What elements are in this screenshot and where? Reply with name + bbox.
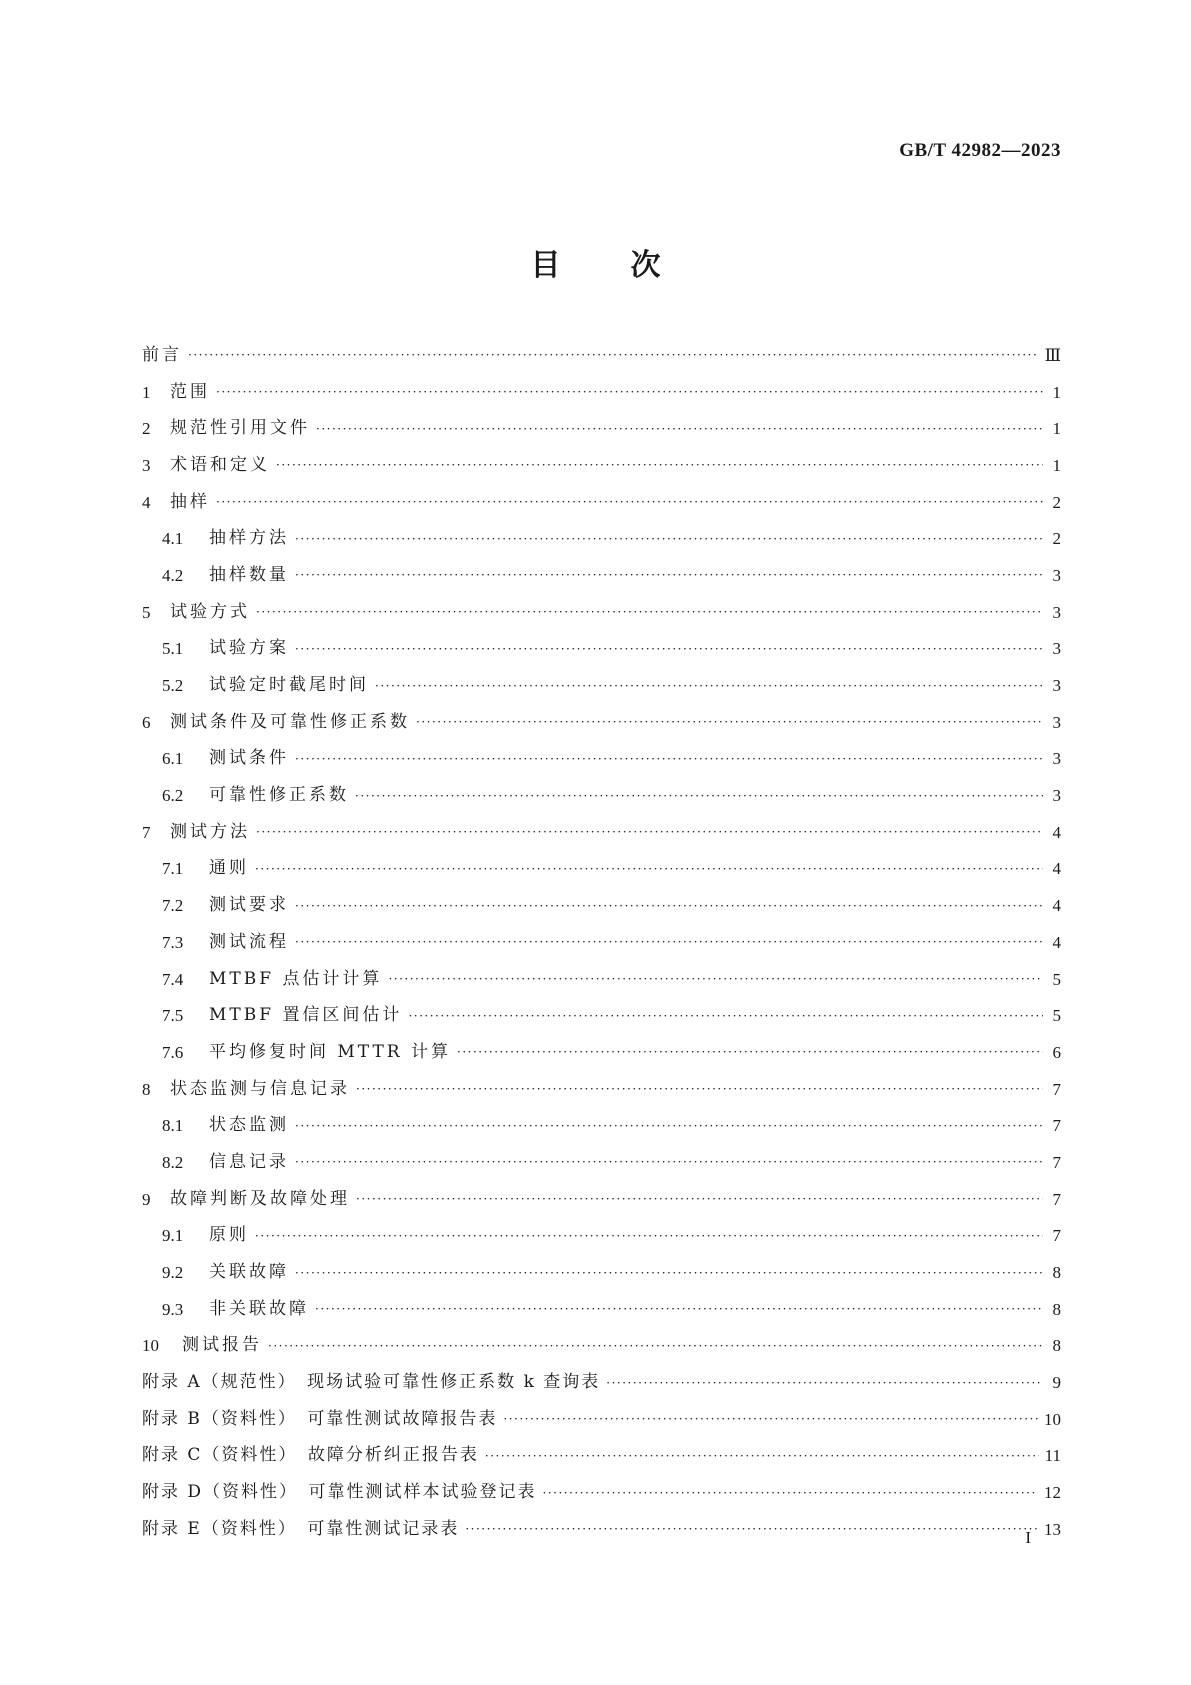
toc-entry-number: 9.2 <box>162 1263 184 1283</box>
toc-entry-number: 1 <box>142 382 151 402</box>
toc-entry-title: 通则 <box>209 858 249 879</box>
toc-leader-dots <box>216 493 1043 511</box>
toc-leader-dots <box>295 640 1043 658</box>
toc-entry[interactable] <box>142 594 1061 631</box>
toc-leader-dots <box>255 1227 1043 1245</box>
toc-leader-dots <box>355 787 1043 805</box>
toc-entry-title: 原则 <box>209 1225 249 1246</box>
toc-entry[interactable] <box>142 1511 1061 1548</box>
toc-entry[interactable] <box>142 374 1061 411</box>
toc-entry-title: 规范性引用文件 <box>170 418 310 439</box>
toc-entry-title: 测试要求 <box>209 895 289 916</box>
toc-entry-number: 8 <box>142 1079 151 1099</box>
toc-entry-title: 附录 D（资料性） 可靠性测试样本试验登记表 <box>142 1482 537 1503</box>
toc-title <box>0 240 1191 284</box>
toc-entry[interactable] <box>142 1107 1061 1144</box>
toc-leader-dots <box>255 860 1043 878</box>
table-of-contents <box>142 337 1061 1548</box>
toc-entry-page: 3 <box>1052 602 1061 622</box>
toc-entry-title: 试验方式 <box>170 601 250 622</box>
toc-entry-title: 可靠性修正系数 <box>209 785 349 806</box>
toc-entry-number: 5.2 <box>162 676 184 696</box>
toc-entry-number: 5.1 <box>162 639 184 659</box>
toc-leader-dots <box>457 1043 1043 1061</box>
toc-entry-title: 信息记录 <box>209 1151 289 1172</box>
toc-entry-page: 6 <box>1052 1042 1061 1062</box>
toc-entry[interactable] <box>142 887 1061 924</box>
toc-title-char-2: 次 <box>630 248 661 283</box>
toc-entry[interactable] <box>142 410 1061 447</box>
toc-entry-title: MTBF 置信区间估计 <box>209 1005 403 1026</box>
toc-entry-page: 1 <box>1052 382 1061 402</box>
toc-entry-title: 状态监测 <box>209 1115 289 1136</box>
toc-entry-page: 10 <box>1044 1409 1061 1429</box>
toc-entry-title: 非关联故障 <box>209 1298 309 1319</box>
toc-entry[interactable] <box>142 961 1061 998</box>
toc-entry[interactable] <box>142 667 1061 704</box>
toc-leader-dots <box>606 1374 1043 1392</box>
toc-entry[interactable] <box>142 1181 1061 1218</box>
toc-entry-number: 7.2 <box>162 896 184 916</box>
toc-entry[interactable] <box>142 1328 1061 1365</box>
toc-entry-number: 10 <box>142 1336 159 1356</box>
toc-entry-page: 3 <box>1052 786 1061 806</box>
toc-leader-dots <box>388 970 1043 988</box>
toc-entry-number: 7.4 <box>162 969 184 989</box>
toc-entry-page: 3 <box>1052 676 1061 696</box>
toc-entry[interactable] <box>142 1144 1061 1181</box>
toc-entry-number: 7 <box>142 822 151 842</box>
toc-entry-page: 3 <box>1052 749 1061 769</box>
toc-entry[interactable] <box>142 997 1061 1034</box>
toc-entry[interactable] <box>142 1034 1061 1071</box>
toc-leader-dots <box>295 1117 1043 1135</box>
toc-leader-dots <box>503 1410 1038 1428</box>
toc-leader-dots <box>295 933 1043 951</box>
toc-entry-title: 前言 <box>142 344 182 365</box>
toc-entry-title: 测试方法 <box>170 821 250 842</box>
toc-entry-page: 3 <box>1052 639 1061 659</box>
toc-entry-title: 试验定时截尾时间 <box>209 675 369 696</box>
toc-entry[interactable] <box>142 924 1061 961</box>
toc-entry[interactable] <box>142 1364 1061 1401</box>
toc-entry-page: 13 <box>1044 1519 1061 1539</box>
toc-entry-page: 4 <box>1052 932 1061 952</box>
toc-entry-title: 抽样数量 <box>209 564 289 585</box>
toc-entry-title: 测试流程 <box>209 931 289 952</box>
toc-leader-dots <box>268 1337 1043 1355</box>
toc-entry-page: 1 <box>1052 455 1061 475</box>
toc-entry-number: 6 <box>142 712 151 732</box>
toc-title-char-1: 目 <box>530 248 561 283</box>
toc-entry-page: 11 <box>1044 1446 1061 1466</box>
toc-leader-dots <box>416 713 1043 731</box>
toc-entry-number: 4.2 <box>162 565 184 585</box>
toc-entry[interactable] <box>142 631 1061 668</box>
toc-leader-dots <box>295 750 1043 768</box>
toc-entry[interactable] <box>142 484 1061 521</box>
toc-leader-dots <box>295 897 1043 915</box>
toc-entry-number: 8.1 <box>162 1116 184 1136</box>
toc-leader-dots <box>375 677 1043 695</box>
toc-leader-dots <box>295 1153 1043 1171</box>
toc-entry-number: 6.1 <box>162 749 184 769</box>
toc-entry-page: 2 <box>1052 529 1061 549</box>
toc-entry[interactable] <box>142 1218 1061 1255</box>
toc-entry-page: 7 <box>1052 1116 1061 1136</box>
toc-entry-number: 7.1 <box>162 859 184 879</box>
toc-entry-page: 7 <box>1052 1152 1061 1172</box>
toc-leader-dots <box>256 823 1043 841</box>
toc-entry[interactable] <box>142 741 1061 778</box>
toc-entry-title: 附录 E（资料性） 可靠性测试记录表 <box>142 1518 460 1539</box>
toc-leader-dots <box>356 1080 1043 1098</box>
toc-leader-dots <box>276 456 1043 474</box>
toc-entry-page: 4 <box>1052 822 1061 842</box>
toc-entry-page: 3 <box>1052 565 1061 585</box>
toc-entry-page: 4 <box>1052 859 1061 879</box>
toc-entry[interactable] <box>142 1071 1061 1108</box>
toc-entry-page: 12 <box>1044 1483 1061 1503</box>
toc-entry-number: 7.6 <box>162 1042 184 1062</box>
toc-entry-page: 7 <box>1052 1189 1061 1209</box>
toc-entry[interactable] <box>142 851 1061 888</box>
toc-leader-dots <box>356 1190 1043 1208</box>
page-folio: I <box>1025 1528 1031 1547</box>
toc-entry-title: 测试报告 <box>182 1335 262 1356</box>
toc-leader-dots <box>216 383 1043 401</box>
toc-leader-dots <box>485 1447 1039 1465</box>
toc-entry-title: 抽样方法 <box>209 528 289 549</box>
toc-entry-title: 测试条件及可靠性修正系数 <box>170 711 410 732</box>
toc-entry-page: 5 <box>1052 969 1061 989</box>
toc-entry[interactable] <box>142 520 1061 557</box>
toc-entry-number: 5 <box>142 602 151 622</box>
toc-entry[interactable] <box>142 337 1061 374</box>
toc-leader-dots <box>295 530 1043 548</box>
toc-entry-page: Ⅲ <box>1044 345 1061 365</box>
toc-entry-page: 5 <box>1052 1006 1061 1026</box>
toc-leader-dots <box>315 1300 1043 1318</box>
toc-entry-number: 9.3 <box>162 1299 184 1319</box>
toc-entry[interactable] <box>142 704 1061 741</box>
toc-entry-number: 4.1 <box>162 529 184 549</box>
standard-code: GB/T 42982—2023 <box>899 140 1061 161</box>
toc-entry-number: 9 <box>142 1189 151 1209</box>
toc-entry[interactable] <box>142 447 1061 484</box>
toc-entry[interactable] <box>142 557 1061 594</box>
toc-leader-dots <box>465 1520 1038 1538</box>
toc-leader-dots <box>295 1264 1043 1282</box>
toc-entry-title: 附录 C（资料性） 故障分析纠正报告表 <box>142 1445 479 1466</box>
toc-entry-page: 8 <box>1052 1336 1061 1356</box>
toc-entry-number: 4 <box>142 492 151 512</box>
toc-entry-number: 3 <box>142 455 151 475</box>
toc-leader-dots <box>295 566 1043 584</box>
toc-entry-page: 4 <box>1052 896 1061 916</box>
toc-leader-dots <box>188 346 1039 364</box>
toc-entry[interactable] <box>142 1291 1061 1328</box>
toc-entry-page: 9 <box>1052 1373 1061 1393</box>
toc-entry-number: 2 <box>142 419 151 439</box>
toc-leader-dots <box>408 1007 1043 1025</box>
toc-entry-page: 1 <box>1052 419 1061 439</box>
toc-entry-title: 故障判断及故障处理 <box>170 1188 350 1209</box>
toc-entry-number: 7.3 <box>162 932 184 952</box>
toc-entry[interactable] <box>142 777 1061 814</box>
toc-entry-page: 8 <box>1052 1299 1061 1319</box>
toc-leader-dots <box>316 420 1043 438</box>
toc-entry-title: 抽样 <box>170 491 210 512</box>
toc-entry-number: 9.1 <box>162 1226 184 1246</box>
toc-entry-page: 7 <box>1052 1226 1061 1246</box>
toc-entry[interactable] <box>142 1401 1061 1438</box>
toc-entry-page: 3 <box>1052 712 1061 732</box>
toc-entry-page: 2 <box>1052 492 1061 512</box>
toc-entry[interactable] <box>142 1254 1061 1291</box>
toc-entry-title: 附录 A（规范性） 现场试验可靠性修正系数 k 查询表 <box>142 1372 601 1393</box>
toc-entry-title: 平均修复时间 MTTR 计算 <box>209 1041 452 1062</box>
toc-entry-title: 范围 <box>170 381 210 402</box>
toc-entry[interactable] <box>142 814 1061 851</box>
toc-entry-title: 关联故障 <box>209 1262 289 1283</box>
toc-entry-title: 术语和定义 <box>170 454 270 475</box>
toc-entry-number: 8.2 <box>162 1152 184 1172</box>
toc-entry-title: MTBF 点估计计算 <box>209 968 383 989</box>
toc-entry[interactable] <box>142 1474 1061 1511</box>
toc-entry[interactable] <box>142 1438 1061 1475</box>
toc-entry-title: 测试条件 <box>209 748 289 769</box>
toc-entry-title: 状态监测与信息记录 <box>170 1078 350 1099</box>
toc-entry-number: 7.5 <box>162 1006 184 1026</box>
toc-entry-page: 7 <box>1052 1079 1061 1099</box>
toc-entry-number: 6.2 <box>162 786 184 806</box>
toc-entry-title: 附录 B（资料性） 可靠性测试故障报告表 <box>142 1408 498 1429</box>
toc-entry-title: 试验方案 <box>209 638 289 659</box>
toc-leader-dots <box>543 1484 1038 1502</box>
toc-entry-page: 8 <box>1052 1263 1061 1283</box>
toc-leader-dots <box>256 603 1043 621</box>
